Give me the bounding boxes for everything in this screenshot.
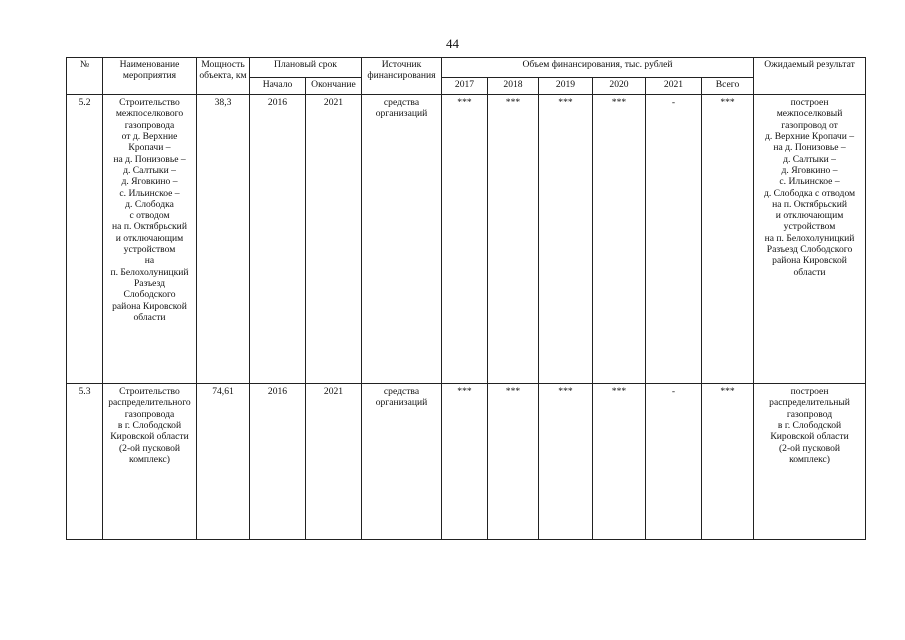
row-result <box>754 95 866 384</box>
header-term-start: Начало <box>250 78 306 95</box>
header-row <box>67 58 866 78</box>
row-year-2017: *** <box>442 95 488 384</box>
text-line: на д. Понизовье – <box>113 153 186 165</box>
row-num: 5.2 <box>67 95 103 384</box>
text-line: д. Яговкино – <box>121 176 178 188</box>
text-line: на п. Октябрьский <box>112 221 187 233</box>
text-line: района Кировской <box>112 300 187 312</box>
text-line: комплекс) <box>789 453 830 465</box>
text-line: газопровод от <box>781 119 838 131</box>
text-line: в г. Слободской <box>117 419 182 431</box>
text-line: Кировской области <box>770 431 849 443</box>
text-line: д. Салтыки – <box>123 164 176 176</box>
text-line: д. Верхние Кропачи – <box>765 130 855 142</box>
text-line: газопровода <box>124 408 175 420</box>
row-capacity: 74,61 <box>197 384 250 540</box>
row-name <box>103 95 197 384</box>
row-name <box>103 384 197 540</box>
header-funding: Объем финансирования, тыс. рублей <box>442 58 754 78</box>
row-start: 2016 <box>250 384 306 540</box>
text-line: распределительного <box>108 397 191 409</box>
text-line: Строительство <box>119 97 180 108</box>
row-end: 2021 <box>306 384 362 540</box>
row-year-2021: - <box>646 95 702 384</box>
row-year-2019: *** <box>539 95 593 384</box>
text-line: организаций <box>375 397 428 409</box>
text-line: построен <box>790 386 829 397</box>
row-year-2020: *** <box>593 384 646 540</box>
header-num: № <box>67 58 103 95</box>
text-line: области <box>793 266 826 278</box>
row-source <box>362 95 442 384</box>
row-capacity: 38,3 <box>197 95 250 384</box>
text-line: средства <box>383 386 420 397</box>
row-year-2020: *** <box>593 95 646 384</box>
text-line: д. Салтыки – <box>783 153 836 165</box>
row-result <box>754 384 866 540</box>
text-line: на п. Белохолуницкий <box>764 232 855 244</box>
text-line: п. Белохолуницкий <box>110 266 189 278</box>
row-source <box>362 384 442 540</box>
header-year-2021: 2021 <box>646 78 702 95</box>
text-line: с отводом <box>129 210 170 222</box>
row-num: 5.3 <box>67 384 103 540</box>
text-line: устройством <box>123 244 176 256</box>
row-year-2019: *** <box>539 384 593 540</box>
text-line: и отключающим <box>115 232 184 244</box>
header-result: Ожидаемый результат <box>754 58 866 95</box>
text-line: (2-ой пусковой <box>778 442 841 454</box>
row-end: 2021 <box>306 95 362 384</box>
header-source: Источник финансирования <box>362 58 442 95</box>
header-term-end: Окончание <box>306 78 362 95</box>
text-line: и отключающим <box>775 210 844 222</box>
header-name: Наименование мероприятия <box>103 58 197 95</box>
text-line: Разъезд Слободского <box>766 244 853 256</box>
header-year-2017: 2017 <box>442 78 488 95</box>
text-line: (2-ой пусковой <box>118 442 181 454</box>
text-line: Строительство <box>119 386 180 397</box>
text-line: межпоселковый <box>776 108 843 120</box>
text-line: д. Яговкино – <box>781 164 838 176</box>
text-line: области <box>133 311 166 323</box>
header-term: Плановый срок <box>250 58 362 78</box>
header-year-2019: 2019 <box>539 78 593 95</box>
text-line: района Кировской <box>772 255 847 267</box>
text-line: Слободского <box>123 289 176 301</box>
text-line: построен <box>790 97 829 108</box>
row-year-2018: *** <box>488 384 539 540</box>
gas-pipeline-plan-table <box>66 57 866 540</box>
page-number: 44 <box>446 36 459 51</box>
header-capacity: Мощность объекта, км <box>197 58 250 95</box>
row-start: 2016 <box>250 95 306 384</box>
text-line: межпоселкового <box>115 108 184 120</box>
text-line: организаций <box>375 108 428 120</box>
text-line: газопровода <box>124 119 175 131</box>
row-year-2018: *** <box>488 95 539 384</box>
text-line: газопровод <box>786 408 833 420</box>
header-year-2020: 2020 <box>593 78 646 95</box>
text-line: д. Слободка с отводом <box>763 187 856 199</box>
text-line: от д. Верхние <box>121 130 178 142</box>
text-line: комплекс) <box>129 453 170 465</box>
row-total: *** <box>702 95 754 384</box>
row-year-2021: - <box>646 384 702 540</box>
table-row <box>67 384 866 540</box>
text-line: Разъезд <box>133 278 166 289</box>
header-year-2018: 2018 <box>488 78 539 95</box>
text-line: на д. Понизовье – <box>773 142 846 154</box>
row-year-2017: *** <box>442 384 488 540</box>
text-line: Кировской области <box>110 431 189 443</box>
text-line: устройством <box>783 221 836 233</box>
text-line: распределительный <box>769 397 850 409</box>
text-line: на п. Октябрьский <box>772 198 847 210</box>
header-total: Всего <box>702 78 754 95</box>
row-total: *** <box>702 384 754 540</box>
text-line: д. Слободка <box>125 198 174 210</box>
table-row <box>67 95 866 384</box>
text-line: на <box>144 255 155 267</box>
text-line: с. Ильинское – <box>779 176 840 188</box>
text-line: с. Ильинское – <box>119 187 180 199</box>
text-line: средства <box>383 97 420 108</box>
text-line: Кропачи – <box>128 142 171 154</box>
text-line: в г. Слободской <box>777 419 842 431</box>
